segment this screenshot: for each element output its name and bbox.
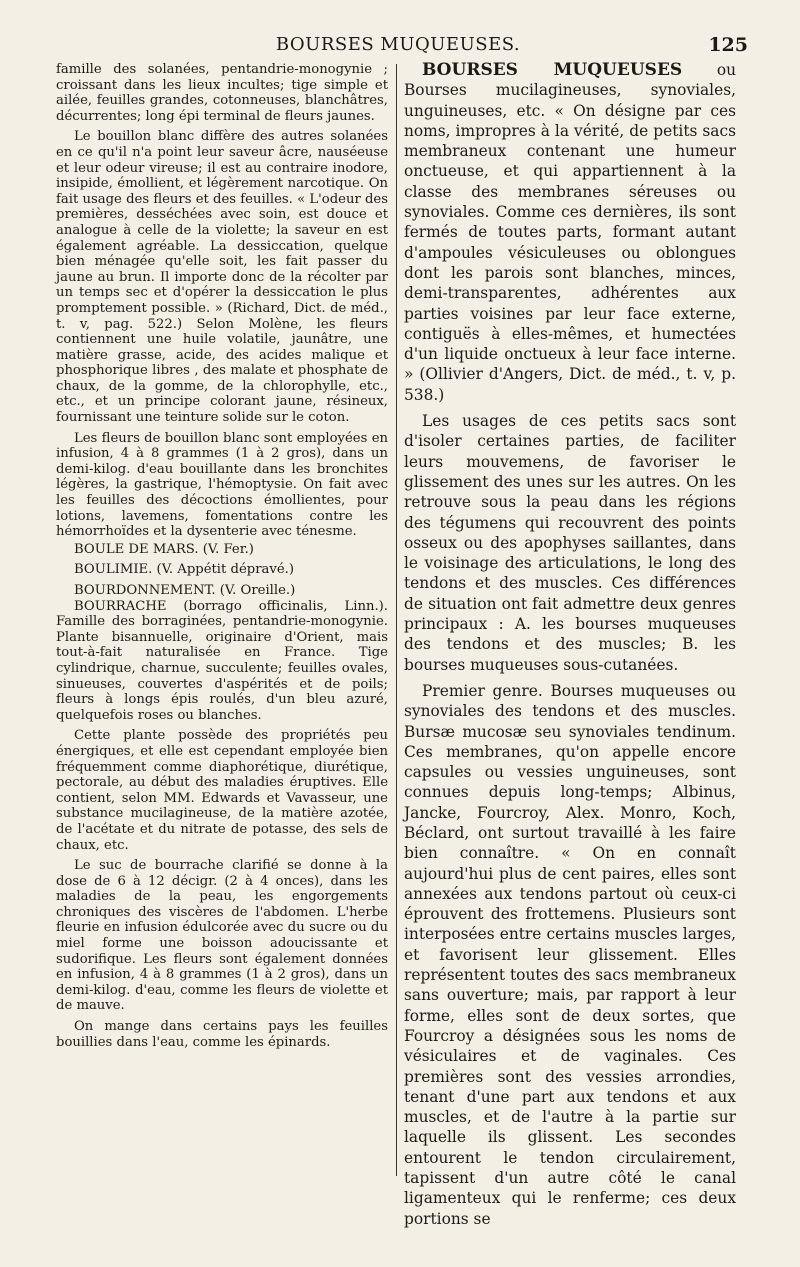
paragraph: Premier genre. Bourses muqueuses ou synoviales des tendons et des muscles. Bursæ mucosæ seu synoviales tendinum. Ces membranes, qu'on appelle encore capsules ou vessies unguineuses, sont connues depuis long-temps; Albinus, Jancke, Fourcroy, Alex. Monro, Koch, Béclard, ont surtout travaillé à les faire bien connaître. « On en connaît aujourd'hui plus de cent paires, elles sont annexées aux tendons partout où ceux-ci éprouvent des frottemens. Plusieurs sont interposées entre certains muscles larges, et favorisent leur glissement. Elles représentent toutes des sacs membraneux sans ouverture; mais, par rapport à leur forme, elles sont de deux sortes, que Fourcroy a désignées sous les noms de vésiculaires et de vaginales. Ces premières sont des vessies arrondies, tenant d'une part aux tendons et aux muscles, et de l'autre à la partie sur laquelle ils glissent. Les secondes entourent le tendon circulairement, tapissent d'un autre côté le canal ligamenteux qui le renferme; ces deux portions se: [404, 681, 736, 1228]
entry-boule-de-mars: BOULE DE MARS. (V. Fer.): [74, 541, 254, 557]
cross-reference-entries: [56, 542, 388, 599]
entry-bourses-muqueuses: [404, 60, 736, 405]
paragraph: famille des solanées, pentandrie-monogynie ; croissant dans les lieux incultes; tige simple et ailée, feuilles grandes, cotonneuses, blanchâtres, décurrentes; long épi terminal de fleurs jaunes.: [56, 62, 388, 124]
entry-bourrache: BOURRACHE (borrago officinalis, Linn.). Famille des borraginées, pentandrie-monogynie. Plante bisannuelle, originaire d'Orient, mais tout-à-fait naturalisée en France. Tige cylindrique, charnue, succulente; feuilles ovales, sinueuses, couvertes d'aspérités et de poils; fleurs à longs épis roulés, d'un bleu azuré, quelquefois roses ou blanches.: [56, 598, 388, 723]
entry-boulimie: BOULIMIE. (V. Appétit dépravé.): [74, 562, 294, 578]
paragraph: Cette plante possède des propriétés peu énergiques, et elle est cependant employée bien fréquemment comme diaphorétique, diurétique, pectorale, au début des maladies éruptives. Elle contient, selon MM. Edwards et Vavasseur, une substance mucilagineuse, de la matière azotée, de l'acétate et du nitrate de potasse, des sels de chaux, etc.: [56, 728, 388, 853]
right-column: [404, 60, 736, 1229]
column-rule: [396, 64, 397, 1176]
entry-bourdonnement: BOURDONNEMENT. (V. Oreille.): [74, 583, 296, 598]
entry-text: ou Bourses mucilagineuses, synoviales, unguineuses, etc. « On désigne par ces noms, impropres à la vérité, de petits sacs membraneux contenant une humeur onctueuse, et qui appartiennent à la classe des membranes séreuses ou synoviales. Comme ces dernières, ils sont fermés de toutes parts, formant autant d'ampoules vésiculeuses ou oblongues dont les parois sont blanches, minces, demi-transparentes, adhérentes aux parties voisines par leur face externe, contiguës à elles-mêmes, et humectées d'un liquide onctueux à leur face interne. » (Ollivier d'Angers, Dict. de méd., t. v, p. 538.): [404, 61, 736, 404]
headword: BOURSES MUQUEUSES: [422, 60, 683, 80]
paragraph: Les usages de ces petits sacs sont d'isoler certaines parties, de faciliter leurs mouvemens, de favoriser le glissement des unes sur les autres. On les retrouve sous la peau dans les régions des tégumens qui recouvrent des points osseux ou des apophyses saillantes, dans le voisinage des articulations, le long des tendons et des muscles. Ces différences de situation ont fait admettre deux genres principaux : A. les bourses muqueuses des tendons et des muscles; B. les bourses muqueuses sous-cutanées.: [404, 412, 736, 674]
left-column: [56, 62, 388, 1050]
paragraph: Le bouillon blanc diffère des autres solanées en ce qu'il n'a point leur saveur âcre, nauséeuse et leur odeur vireuse; il est au contraire inodore, insipide, émollient, et légèrement narcotique. On fait usage des fleurs et des feuilles. « L'odeur des premières, desséchées avec soin, est douce et analogue à celle de la violette; la saveur en est également agréable. La dessiccation, quelque bien ménagée qu'elle soit, les fait passer du jaune au brun. Il importe donc de la récolter par un temps sec et d'opérer la dessiccation le plus promptement possible. » (Richard, Dict. de méd., t. v, pag. 522.) Selon Molène, les fleurs contiennent une huile volatile, jaunâtre, une matière grasse, acide, des acides malique et phosphorique libres , des malate et phosphate de chaux, de la gomme, de la chlorophylle, etc., etc., et un principe colorant jaune, résineux, fournissant une teinture solide sur le coton.: [56, 129, 388, 426]
running-title: BOURSES MUQUEUSES.: [275, 34, 521, 55]
running-head: [48, 34, 748, 58]
paragraph: Les fleurs de bouillon blanc sont employées en infusion, 4 à 8 grammes (1 à 2 gros), dans un demi-kilog. d'eau bouillante dans les bronchites légères, la gastrique, l'hémoptysie. On fait avec les feuilles des décoctions émollientes, pour lotions, lavemens, fomentations contre les hémorrhoïdes et la dysenterie avec ténesme.: [56, 430, 388, 540]
paragraph: Le suc de bourrache clarifié se donne à la dose de 6 à 12 décigr. (2 à 4 onces), dans les maladies de la peau, les engorgements chroniques des viscères de l'abdomen. L'herbe fleurie en infusion édulcorée avec du sucre ou du miel forme une boisson adoucissante et sudorifique. Les fleurs sont également données en infusion, 4 à 8 grammes (1 à 2 gros), dans un demi-kilog. d'eau, comme les fleurs de violette et de mauve.: [56, 858, 388, 1014]
page-number: 125: [708, 34, 748, 56]
paragraph: On mange dans certains pays les feuilles bouillies dans l'eau, comme les épinards.: [56, 1019, 388, 1050]
